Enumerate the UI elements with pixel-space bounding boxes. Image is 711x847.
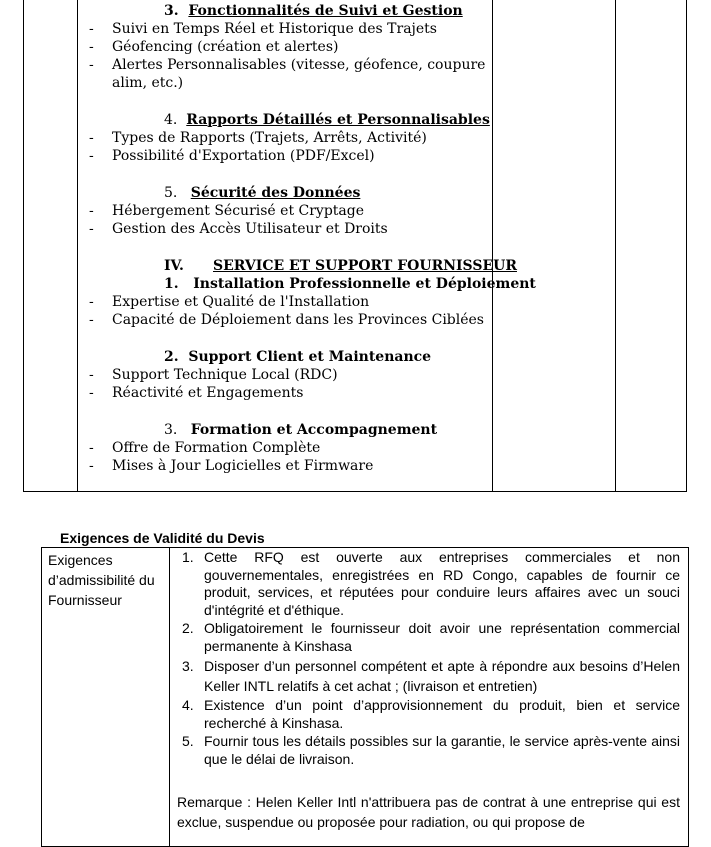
validity-heading: Exigences de Validité du Devis: [60, 530, 265, 546]
table-divider: [615, 0, 616, 491]
list-item: 5. Fournir tous les détails possibles sur la garantie, le service après-vente ainsi que le délai de livraison.: [182, 733, 680, 767]
section-heading: [164, 421, 437, 439]
section-number: 4.: [164, 112, 178, 128]
part-title: SERVICE ET SUPPORT FOURNISSEUR: [213, 258, 517, 274]
section-number: 1.: [164, 276, 179, 292]
table-divider: [169, 548, 170, 846]
table-divider: [77, 0, 78, 491]
section-title: Support Client et Maintenance: [188, 349, 432, 365]
remark-text: Remarque : Helen Keller Intl n'attribuera pas de contrat à une entreprise qui est exclue, suspendue ou proposée pour radiation, ou qui propose de: [177, 794, 680, 830]
section-title: Sécurité des Données: [190, 185, 361, 201]
section-heading: [164, 275, 536, 293]
requirements-list: [182, 549, 680, 769]
section-title: Installation Professionnelle et Déploiement: [193, 276, 536, 292]
section-heading: [164, 348, 431, 366]
section-heading: [164, 184, 360, 202]
section-title: Formation et Accompagnement: [190, 422, 438, 438]
list-item: 2. Obligatoirement le fournisseur doit avoir une représentation commercial permanente à Kinshasa: [182, 620, 680, 654]
list-item: 4. Existence d’un point d’approvisionnement du produit, bien et service recherché à Kinshasa.: [182, 697, 680, 731]
list-item: 3. Disposer d’un personnel compétent et apte à répondre aux besoins d’Helen Keller INTL relatifs à cet achat ; (livraison et entretien): [182, 658, 680, 694]
requirements-label: Exigences d’admissibilité du Fournisseur: [48, 552, 155, 608]
list-item: 1. Cette RFQ est ouverte aux entreprises commerciales et non gouvernementales, enregistrées en RD Congo, capables de fournir ce produit, services, et réputées pour conduire leurs affaires avec un souci d'intégrité et d'éthique.: [182, 549, 680, 618]
section-number: 3.: [164, 3, 179, 19]
part-number: IV.: [164, 258, 184, 274]
section-number: 5.: [164, 185, 178, 201]
section-number: 2.: [164, 349, 179, 365]
criteria-table: [23, 0, 687, 492]
validity-table: [41, 547, 689, 847]
section-heading: [164, 111, 490, 129]
section-title: Rapports Détaillés et Personnalisables: [186, 112, 490, 128]
part-heading: [164, 257, 184, 275]
section-title: Fonctionnalités de Suivi et Gestion: [188, 3, 463, 19]
criteria-cell: 3. Fonctionnalités de Suivi et Gestion - Suivi en Temps Réel et Historique des Trajets - Géofencing (création et alertes) - Alertes Personnalisables (vitesse, géofence, coupure alim, etc.) 4. Rapports Détaillés et Personnalisables - Types de Rapports (Trajets, Arrêts, Activité) - Possibilité d'Exportation (PDF/Excel) 5. Sécurité des Données - Hébergement Sécurisé et Cryptage - Gestion des Accès Utilisateur et Droits IV. SERVICE ET SUPPORT FOURNISSEUR 1. Installation Professionnelle et Déploiement - Expertise et Qualité de l'Installation - Capacité de Déploiement dans les Provinces Ciblées 2. Support Client et Maintenance - Support Technique Local (RDC) - Réactivité et Engagements 3. Formation et Accompagnement - Offre de Formation Complète - Mises à Jour Logicielles et Firmware: [89, 3, 536, 474]
section-number: 3.: [164, 422, 178, 438]
section-heading: [164, 2, 463, 20]
